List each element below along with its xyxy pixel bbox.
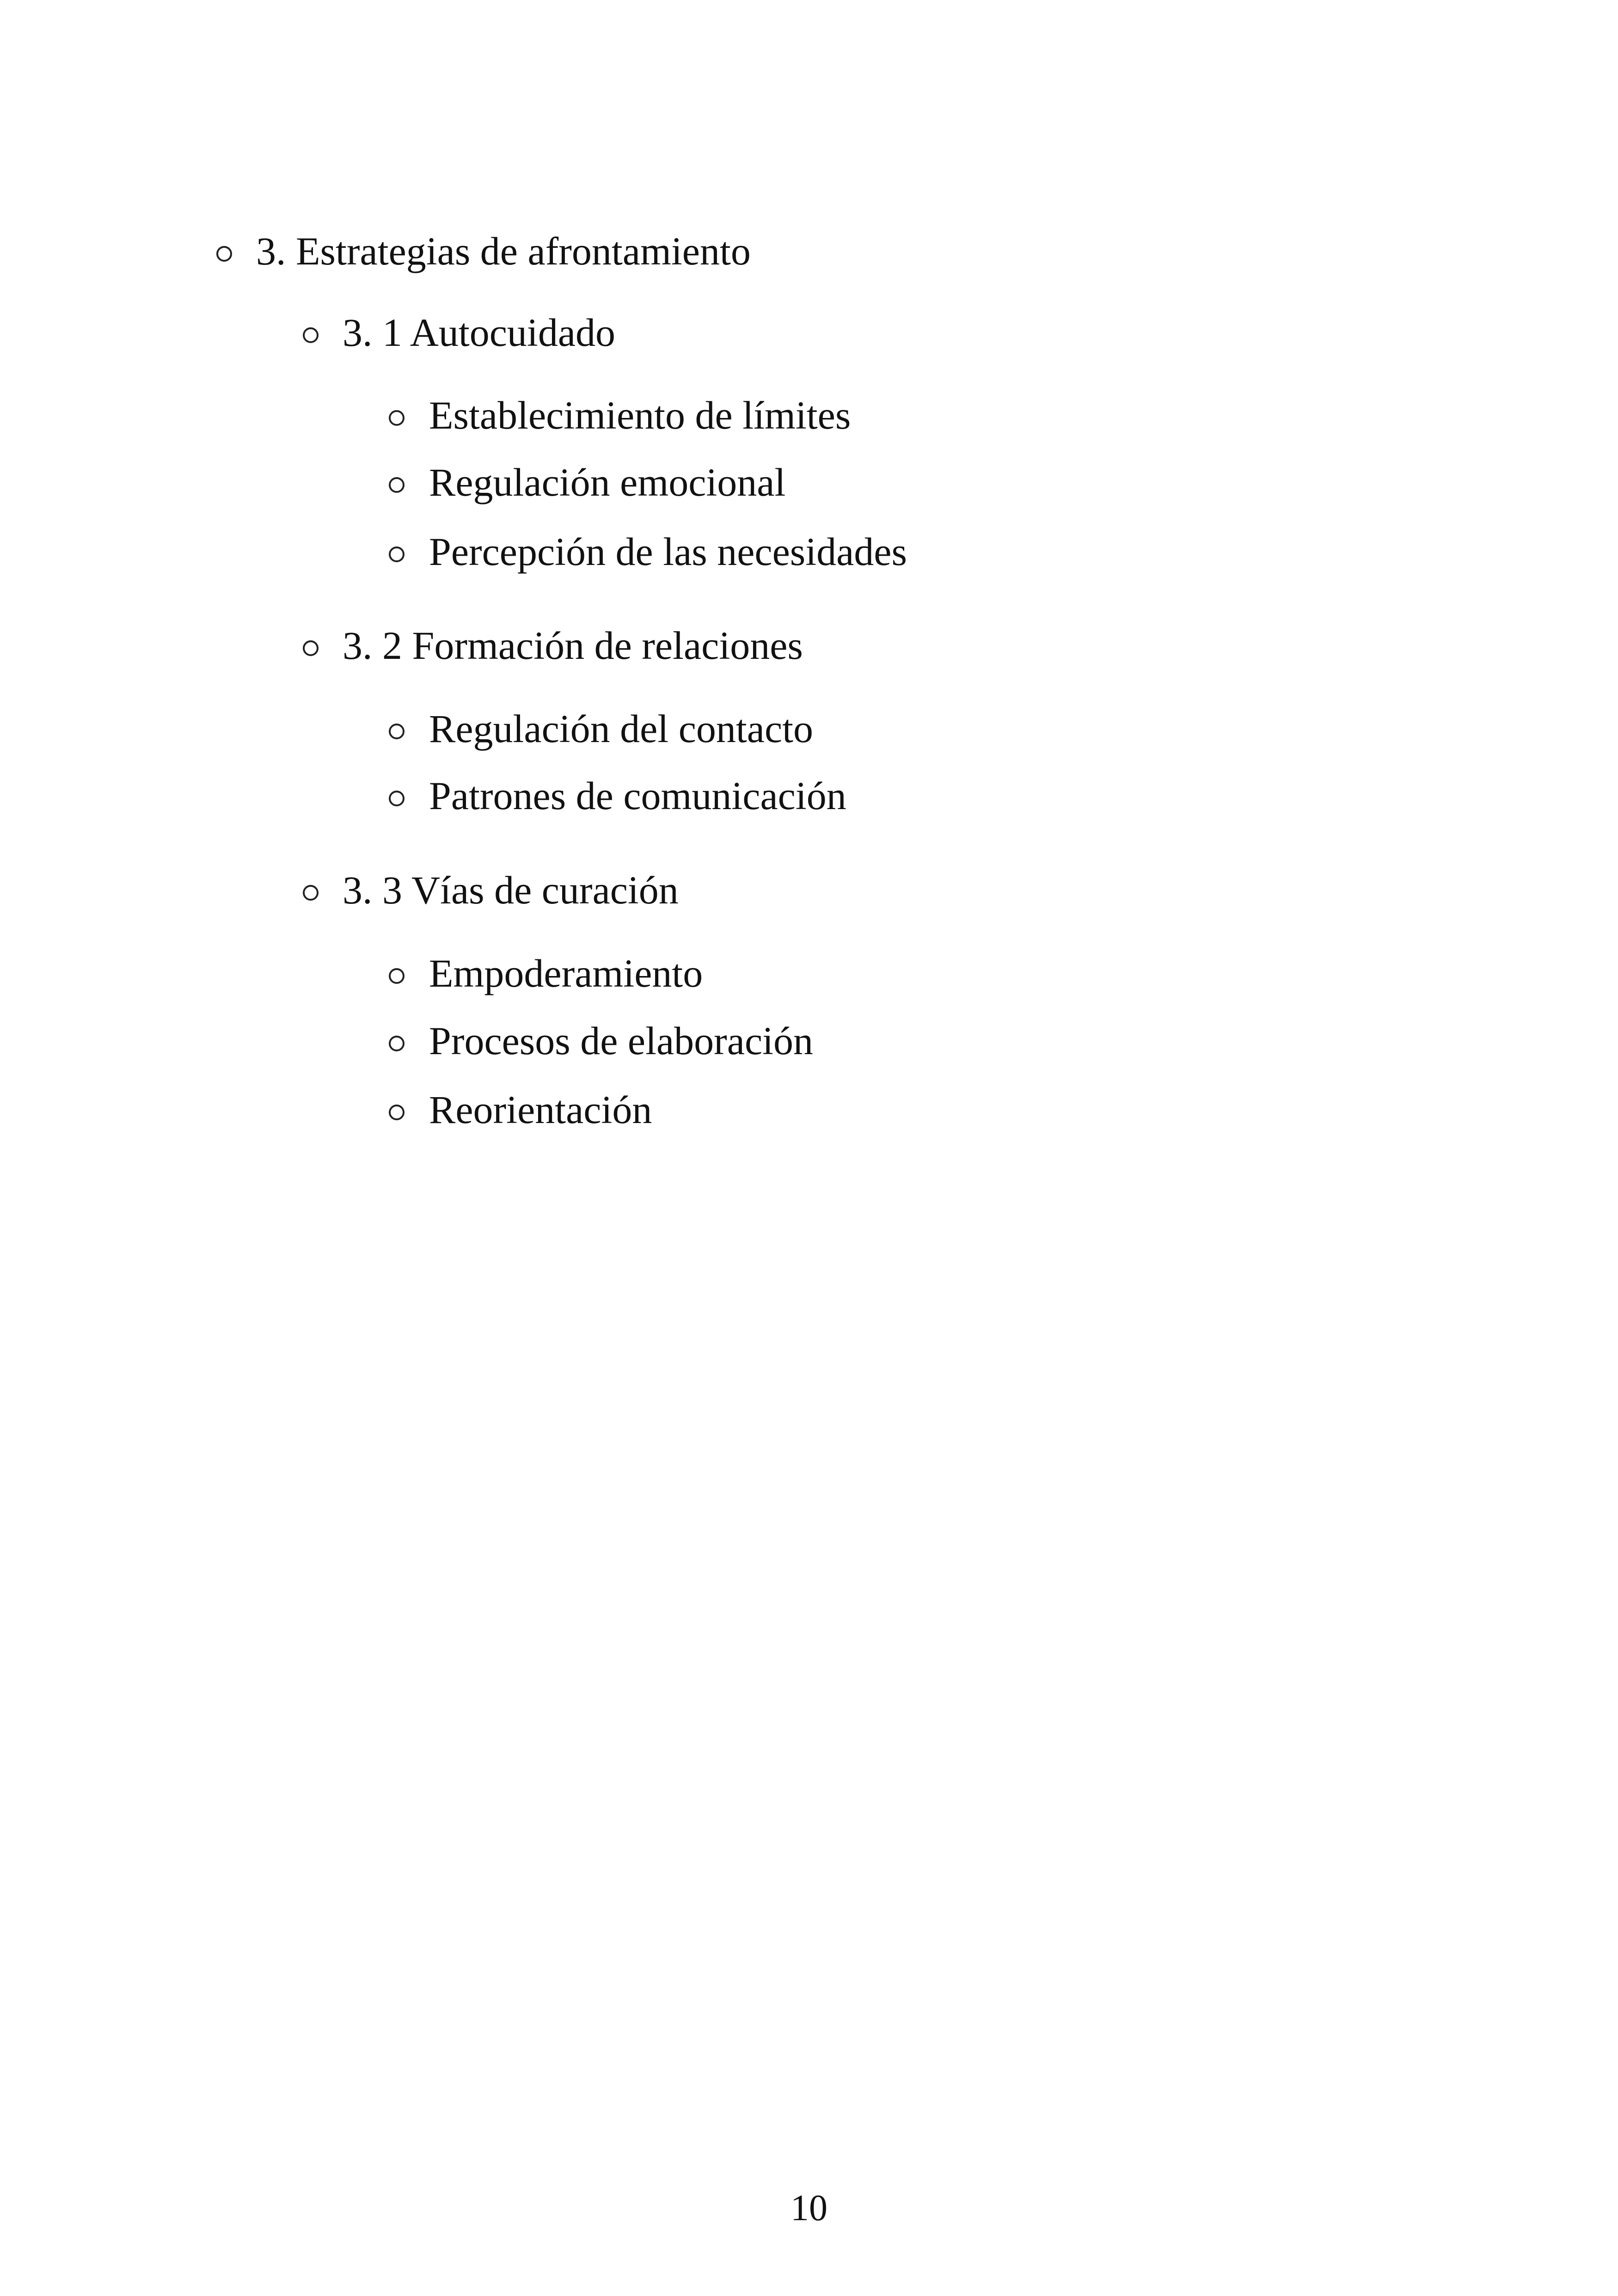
outline-item-label: Regulación emocional	[429, 460, 786, 504]
hollow-circle-bullet-icon	[303, 640, 319, 656]
outline-item-label: Reorientación	[429, 1087, 652, 1132]
outline-section-label: 3. Estrategias de afrontamiento	[256, 229, 751, 273]
hollow-circle-bullet-icon	[216, 246, 232, 262]
hollow-circle-bullet-icon	[389, 1105, 404, 1120]
outline-item-label: Establecimiento de límites	[429, 393, 851, 437]
hollow-circle-bullet-icon	[389, 791, 404, 806]
hollow-circle-bullet-icon	[303, 885, 319, 901]
page-number: 10	[791, 2188, 827, 2228]
outline-item-label: Patrones de comunicación	[429, 774, 846, 818]
outline-subsection-label: 3. 2 Formación de relaciones	[343, 623, 803, 668]
outline-item-label: Procesos de elaboración	[429, 1019, 814, 1063]
outline-subsection-label: 3. 1 Autocuidado	[343, 310, 615, 355]
hollow-circle-bullet-icon	[303, 327, 319, 343]
hollow-circle-bullet-icon	[389, 968, 404, 984]
outline-item-label: Empoderamiento	[429, 951, 703, 995]
outline-item-label: Percepción de las necesidades	[429, 529, 907, 574]
outline-subsection-label: 3. 3 Vías de curación	[343, 868, 679, 912]
outline-item-label: Regulación del contacto	[429, 706, 814, 751]
hollow-circle-bullet-icon	[389, 546, 404, 562]
hollow-circle-bullet-icon	[389, 410, 404, 426]
hollow-circle-bullet-icon	[389, 724, 404, 739]
hollow-circle-bullet-icon	[389, 477, 404, 493]
hollow-circle-bullet-icon	[389, 1036, 404, 1051]
